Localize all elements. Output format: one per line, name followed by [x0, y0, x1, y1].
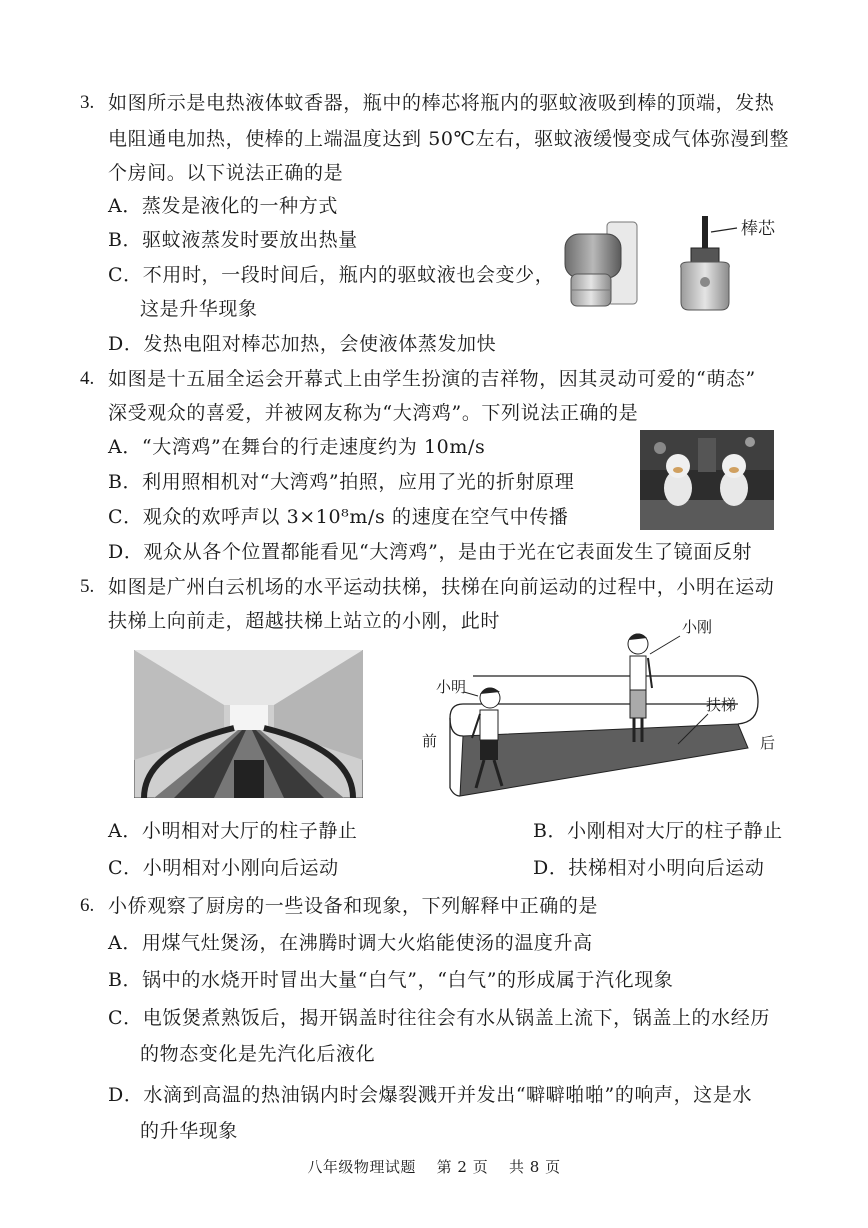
- q3-option-a: A．蒸发是液化的一种方式: [108, 195, 338, 217]
- q5-option-d: D．扶梯相对小明向后运动: [533, 857, 765, 879]
- airport-walkway-photo: [134, 650, 363, 798]
- q4-stem-line-2: 深受观众的喜爱，并被网友称为“大湾鸡”。下列说法正确的是: [108, 402, 639, 424]
- q4-stem-line-1: 如图是十五届全运会开幕式上由学生扮演的吉祥物，因其灵动可爱的“萌态”: [108, 368, 756, 390]
- q5-option-a: A．小明相对大厅的柱子静止: [108, 820, 358, 842]
- q6-option-c: C．电饭煲煮熟饭后，揭开锅盖时往往会有水从锅盖上流下，锅盖上的水经历: [108, 1007, 770, 1029]
- q6-option-b: B．锅中的水烧开时冒出大量“白气”，“白气”的形成属于汽化现象: [108, 969, 674, 991]
- q4-option-c: C．观众的欢呼声以 3×10⁸m/s 的速度在空气中传播: [108, 506, 569, 528]
- wick-label: 棒芯: [741, 219, 775, 239]
- q6-stem: 小侨观察了厨房的一些设备和现象，下列解释中正确的是: [108, 895, 599, 917]
- q3-option-c-cont: 这是升华现象: [140, 298, 258, 320]
- q3-stem-line-1: 如图所示是电热液体蚊香器，瓶中的棒芯将瓶内的驱蚊液吸到棒的顶端，发热: [108, 92, 775, 114]
- q6-option-c-cont: 的物态变化是先汽化后液化: [140, 1043, 376, 1065]
- mosquito-heater-figure: [555, 210, 805, 320]
- label-escalator: 扶梯: [706, 696, 737, 714]
- escalator-diagram: [418, 618, 798, 802]
- q4-option-b: B．利用照相机对“大湾鸡”拍照，应用了光的折射原理: [108, 471, 575, 493]
- q4-option-a: A．“大湾鸡”在舞台的行走速度约为 10m/s: [108, 436, 486, 458]
- q5-number: 5.: [80, 576, 95, 597]
- q6-number: 6.: [80, 895, 95, 916]
- q3-number: 3.: [80, 92, 95, 113]
- label-xiaogang: 小刚: [682, 618, 713, 636]
- q5-stem-line-2: 扶梯上向前走，超越扶梯上站立的小刚，此时: [108, 610, 501, 632]
- q3-stem-line-3: 个房间。以下说法正确的是: [108, 162, 344, 184]
- mascot-photo: [640, 430, 774, 530]
- q5-option-b: B．小刚相对大厅的柱子静止: [533, 820, 783, 842]
- label-back: 后: [760, 734, 776, 752]
- q3-option-b: B．驱蚊液蒸发时要放出热量: [108, 229, 358, 251]
- q3-option-c: C．不用时，一段时间后，瓶内的驱蚊液也会变少，: [108, 264, 555, 286]
- q5-stem-line-1: 如图是广州白云机场的水平运动扶梯，扶梯在向前运动的过程中，小明在运动: [108, 576, 775, 598]
- label-xiaoming: 小明: [436, 678, 467, 696]
- page-footer: 八年级物理试题 第 2 页 共 8 页: [307, 1158, 561, 1176]
- q4-number: 4.: [80, 368, 95, 389]
- q6-option-d-cont: 的升华现象: [140, 1120, 239, 1142]
- label-front: 前: [422, 732, 438, 750]
- q4-option-d: D．观众从各个位置都能看见“大湾鸡”，是由于光在它表面发生了镜面反射: [108, 541, 753, 563]
- q3-stem-line-2: 电阻通电加热，使棒的上端温度达到 50℃左右，驱蚊液缓慢变成气体弥漫到整: [108, 128, 790, 150]
- q6-option-a: A．用煤气灶煲汤，在沸腾时调大火焰能使汤的温度升高: [108, 932, 593, 954]
- q5-option-c: C．小明相对小刚向后运动: [108, 857, 339, 879]
- q3-option-d: D．发热电阻对棒芯加热，会使液体蒸发加快: [108, 333, 497, 355]
- q6-option-d: D．水滴到高温的热油锅内时会爆裂溅开并发出“噼噼啪啪”的响声，这是水: [108, 1084, 753, 1106]
